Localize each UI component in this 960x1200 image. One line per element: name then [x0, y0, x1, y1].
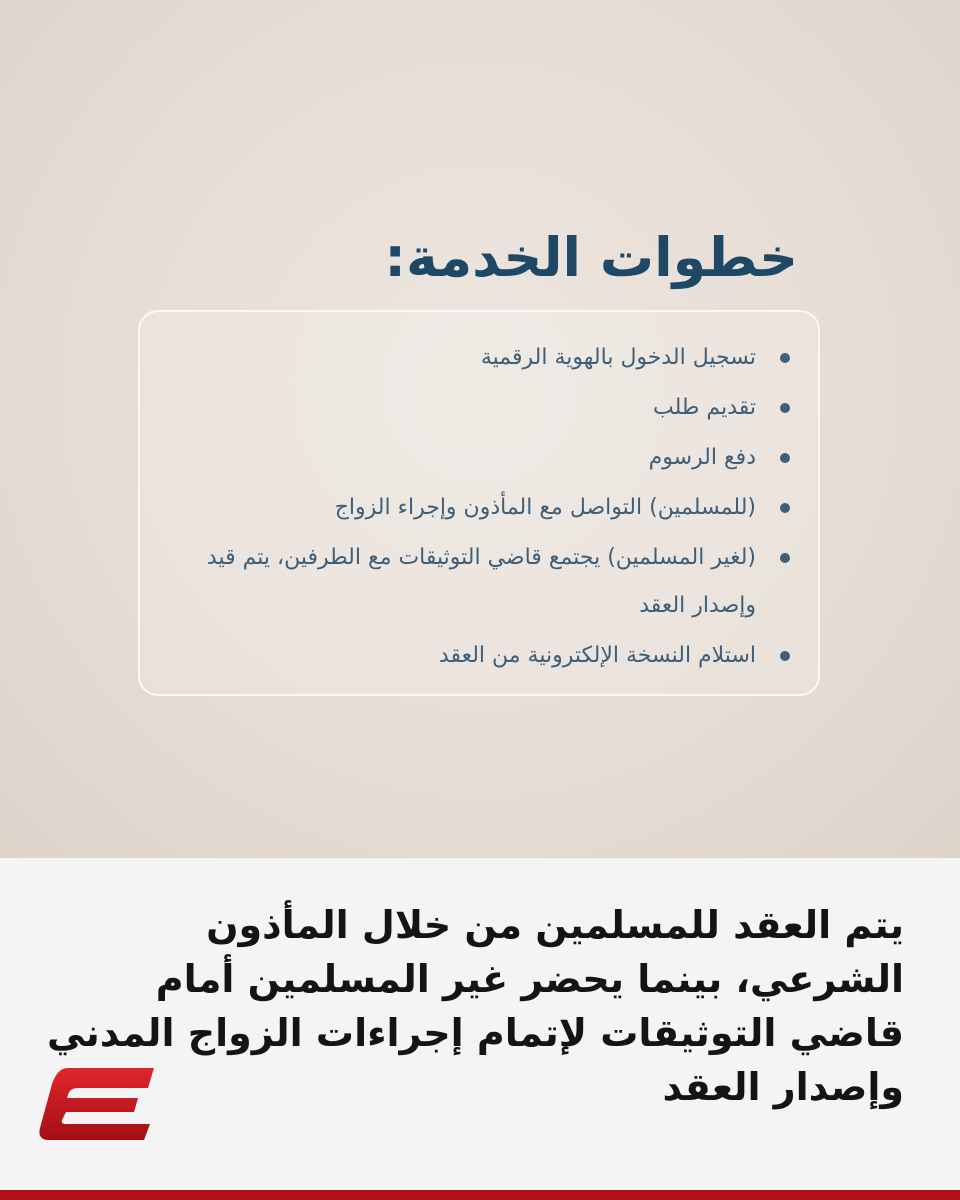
step-item [170, 334, 790, 382]
step-item [170, 534, 790, 630]
step-item [170, 384, 790, 432]
step-text: دفع الرسوم [648, 445, 756, 470]
bullet-icon [780, 453, 790, 463]
step-item [170, 434, 790, 482]
caption-panel [0, 858, 960, 1200]
brand-logo-icon [38, 1068, 158, 1140]
steps-card [138, 310, 820, 696]
step-item [170, 632, 790, 680]
bullet-icon [780, 553, 790, 563]
logo-mark-shape [39, 1068, 154, 1140]
step-text: استلام النسخة الإلكترونية من العقد [438, 643, 756, 668]
bullet-icon [780, 403, 790, 413]
step-text: (للمسلمين) التواصل مع المأذون وإجراء الزواج [334, 495, 756, 520]
section-title: خطوات الخدمة: [384, 226, 798, 289]
caption-text: يتم العقد للمسلمين من خلال المأذون الشرعي، بينما يحضر غير المسلمين أمام قاضي التوثيقات لإتمام إجراءات الزواج المدني وإصدار العقد [47, 903, 904, 1109]
step-text: (لغير المسلمين) يجتمع قاضي التوثيقات مع الطرفين، يتم قيد وإصدار العقد [206, 545, 756, 618]
step-item [170, 484, 790, 532]
bullet-icon [780, 353, 790, 363]
steps-list [170, 334, 790, 682]
step-text: تقديم طلب [653, 395, 756, 420]
bottom-accent-bar [0, 1190, 960, 1200]
bullet-icon [780, 651, 790, 661]
bullet-icon [780, 503, 790, 513]
step-text: تسجيل الدخول بالهوية الرقمية [480, 345, 756, 370]
